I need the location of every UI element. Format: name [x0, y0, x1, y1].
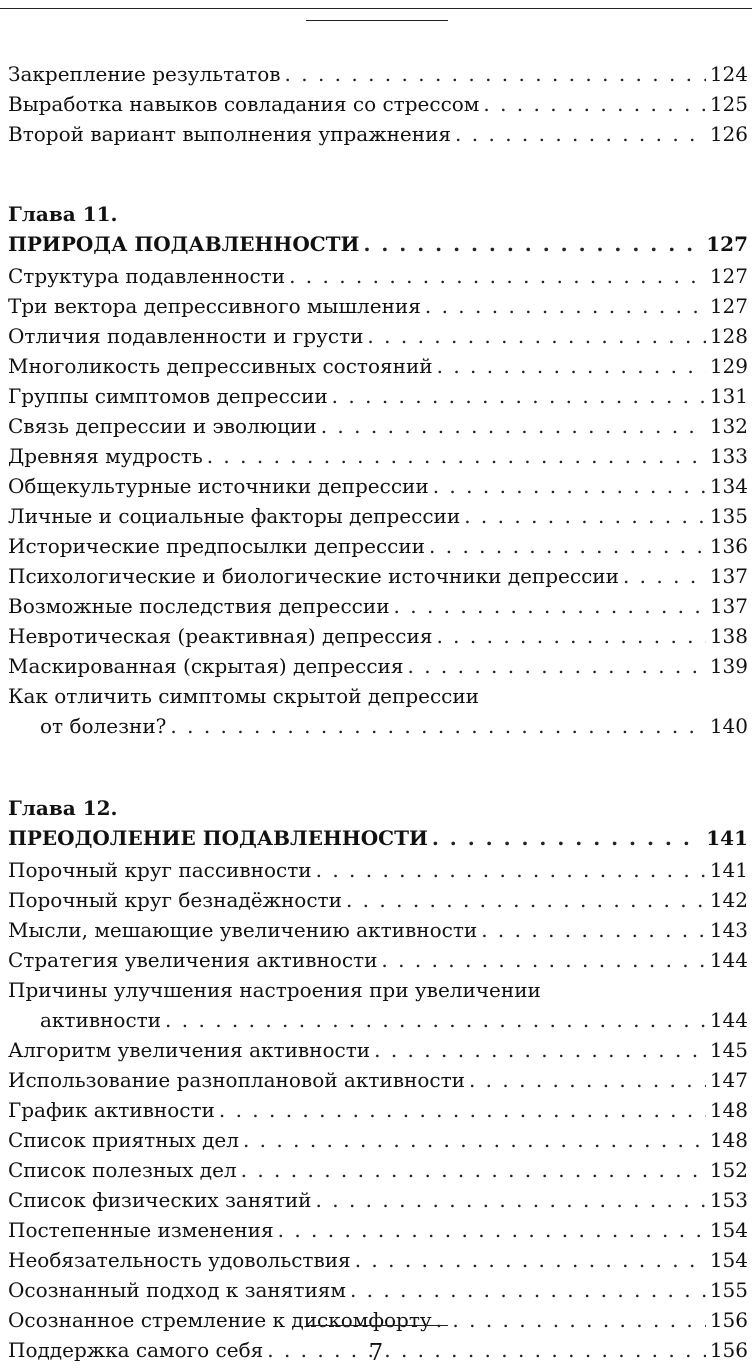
- page-ref: 155: [709, 1278, 748, 1302]
- dot-leader: [367, 321, 705, 351]
- dot-leader: [407, 651, 705, 681]
- page-ref: 140: [709, 714, 748, 738]
- page-ref: 144: [709, 1008, 748, 1032]
- entry-title: Структура подавленности: [8, 264, 286, 288]
- entry-title: Второй вариант выполнения упражнения: [8, 122, 452, 146]
- toc-entry[interactable]: [8, 1125, 748, 1155]
- toc-entry[interactable]: [8, 89, 748, 119]
- dot-leader: [346, 885, 706, 915]
- entry-title: Три вектора депрессивного мышления: [8, 294, 421, 318]
- entry-title: Порочный круг пассивности: [8, 858, 312, 882]
- page-ref: 153: [709, 1188, 748, 1212]
- dot-leader: [433, 471, 706, 501]
- page-ref: 127: [709, 264, 748, 288]
- toc-entry[interactable]: [8, 1305, 748, 1335]
- page-ref: 128: [709, 324, 748, 348]
- entry-title: Осознанный подход к занятиям: [8, 1278, 346, 1302]
- chapter-title: ПРИРОДА ПОДАВЛЕННОСТИ: [8, 232, 360, 256]
- chapter-12-entries-a: [8, 855, 748, 975]
- page-ref: 142: [709, 888, 748, 912]
- dot-leader: [363, 229, 702, 259]
- chapter-12-entries-b: [8, 1035, 748, 1365]
- toc-entry[interactable]: [8, 321, 748, 351]
- dot-leader: [289, 261, 706, 291]
- dot-leader: [394, 591, 706, 621]
- toc-entry[interactable]: [8, 501, 748, 531]
- dot-leader: [332, 381, 706, 411]
- page-ref: 141: [709, 858, 748, 882]
- dot-leader: [481, 915, 706, 945]
- entry-title: Многоликость депрессивных состояний: [8, 354, 433, 378]
- entry-title: Мысли, мешающие увеличению активности: [8, 918, 478, 942]
- dot-leader: [285, 59, 706, 89]
- dot-leader: [437, 351, 706, 381]
- entry-title: Закрепление результатов: [8, 62, 281, 86]
- entry-title: Группы симптомов депрессии: [8, 384, 328, 408]
- chapter-11-entries: [8, 261, 748, 681]
- entry-title: Исторические предпосылки депрессии: [8, 534, 426, 558]
- entry-title: Выработка навыков совладания со стрессом: [8, 92, 480, 116]
- toc-entry[interactable]: [8, 1185, 748, 1215]
- chapter-12-title-row[interactable]: [8, 823, 748, 853]
- dot-leader: [241, 1155, 706, 1185]
- entry-title: Связь депрессии и эволюции: [8, 414, 317, 438]
- toc-entry[interactable]: [8, 411, 748, 441]
- entry-title-line1: Как отличить симптомы скрытой депрессии: [8, 684, 480, 708]
- toc-entry[interactable]: [8, 531, 748, 561]
- dot-leader: [429, 531, 706, 561]
- entry-title: Общекультурные источники депрессии: [8, 474, 429, 498]
- page-ref: 138: [709, 624, 748, 648]
- entry-title: Использование разноплановой активности: [8, 1068, 465, 1092]
- toc-entry-multiline[interactable]: [8, 975, 748, 1035]
- toc-entry[interactable]: [8, 381, 748, 411]
- dot-leader: [469, 1065, 706, 1095]
- dot-leader: [165, 1005, 706, 1035]
- toc-entry[interactable]: [8, 119, 748, 149]
- toc-entry[interactable]: [8, 471, 748, 501]
- entry-title-line2: активности: [40, 1008, 162, 1032]
- dot-leader: [278, 1215, 706, 1245]
- toc-entry[interactable]: [8, 855, 748, 885]
- dot-leader: [425, 291, 706, 321]
- dot-leader: [436, 621, 705, 651]
- dot-leader: [355, 1245, 706, 1275]
- entry-title: Отличия подавленности и грусти: [8, 324, 364, 348]
- dot-leader: [350, 1275, 706, 1305]
- entry-title: Список физических занятий: [8, 1188, 312, 1212]
- dot-leader: [219, 1095, 706, 1125]
- toc-entry[interactable]: [8, 291, 748, 321]
- toc-entry[interactable]: [8, 261, 748, 291]
- chapter-11-label: Глава 11.: [8, 202, 118, 226]
- dot-leader: [316, 855, 706, 885]
- page-ref: 156: [709, 1308, 748, 1332]
- entry-title: Порочный круг безнадёжности: [8, 888, 342, 912]
- page-ref: 131: [709, 384, 748, 408]
- entry-title: Древняя мудрость: [8, 444, 203, 468]
- toc-entry[interactable]: [8, 561, 748, 591]
- page-ref: 133: [709, 444, 748, 468]
- toc-entry[interactable]: [8, 1035, 748, 1065]
- dot-leader: [321, 411, 706, 441]
- page-ref: 132: [709, 414, 748, 438]
- entry-title-line2: от болезни?: [40, 714, 167, 738]
- toc-entry[interactable]: [8, 441, 748, 471]
- top-rule: [0, 8, 752, 9]
- toc-entry[interactable]: [8, 885, 748, 915]
- dot-leader: [374, 1035, 706, 1065]
- page-ref: 148: [709, 1128, 748, 1152]
- dot-leader: [316, 1185, 706, 1215]
- chapter-title: ПРЕОДОЛЕНИЕ ПОДАВЛЕННОСТИ: [8, 826, 428, 850]
- page-ref: 156: [709, 1338, 748, 1362]
- entry-title-line1: Причины улучшения настроения при увеличении: [8, 978, 541, 1002]
- entry-title: Маскированная (скрытая) депрессия: [8, 654, 404, 678]
- page-ref: 129: [709, 354, 748, 378]
- toc-entry[interactable]: [8, 591, 748, 621]
- page-ref: 125: [709, 92, 748, 116]
- dot-leader: [483, 89, 705, 119]
- page-ref: 154: [709, 1218, 748, 1242]
- dot-leader: [432, 823, 702, 853]
- dot-leader: [170, 711, 705, 741]
- dot-leader: [464, 501, 706, 531]
- entry-title: Необязательность удовольствия: [8, 1248, 351, 1272]
- page-ref: 127: [706, 232, 748, 256]
- toc-entry[interactable]: [8, 1155, 748, 1185]
- toc-entry[interactable]: [8, 1245, 748, 1275]
- page-ref: 135: [709, 504, 748, 528]
- page-ref: 137: [709, 564, 748, 588]
- footer-short-rule: [306, 1325, 448, 1326]
- dot-leader: [243, 1125, 706, 1155]
- page-ref: 145: [709, 1038, 748, 1062]
- entry-title: График активности: [8, 1098, 215, 1122]
- toc-entry[interactable]: [8, 651, 748, 681]
- page-ref: 124: [709, 62, 748, 86]
- chapter-11-title-row[interactable]: [8, 229, 748, 259]
- page-ref: 127: [709, 294, 748, 318]
- page-number: 7: [368, 1340, 384, 1366]
- dot-leader: [455, 119, 706, 149]
- page-ref: 141: [706, 826, 748, 850]
- dot-leader: [623, 561, 706, 591]
- entry-title: Список приятных дел: [8, 1128, 239, 1152]
- toc-entry[interactable]: [8, 1065, 748, 1095]
- entry-title: Психологические и биологические источники депрессии: [8, 564, 619, 588]
- entry-title: Осознанное стремление к дискомфорту: [8, 1308, 432, 1332]
- page-ref: 143: [709, 918, 748, 942]
- page-ref: 136: [709, 534, 748, 558]
- page-ref: 126: [709, 122, 748, 146]
- page-ref: 134: [709, 474, 748, 498]
- entry-title: Список полезных дел: [8, 1158, 237, 1182]
- toc-entry[interactable]: [8, 945, 748, 975]
- toc-entry[interactable]: [8, 1215, 748, 1245]
- page-ref: 154: [709, 1248, 748, 1272]
- entry-title: Стратегия увеличения активности: [8, 948, 378, 972]
- page-ref: 152: [709, 1158, 748, 1182]
- entry-title: Личные и социальные факторы депрессии: [8, 504, 461, 528]
- toc-entry[interactable]: [8, 1275, 748, 1305]
- toc-entry[interactable]: [8, 59, 748, 89]
- entry-title: Алгоритм увеличения активности: [8, 1038, 371, 1062]
- toc-entry[interactable]: [8, 621, 748, 651]
- toc-entry-multiline[interactable]: [8, 681, 748, 741]
- dot-leader: [436, 1305, 706, 1335]
- entry-title: Постепенные изменения: [8, 1218, 274, 1242]
- entry-title: Возможные последствия депрессии: [8, 594, 390, 618]
- dot-leader: [381, 945, 705, 975]
- entry-title: Поддержка самого себя: [8, 1338, 264, 1362]
- page-ref: 139: [709, 654, 748, 678]
- page-ref: 137: [709, 594, 748, 618]
- toc-entry[interactable]: [8, 915, 748, 945]
- page-ref: 144: [709, 948, 748, 972]
- toc-entry[interactable]: [8, 1095, 748, 1125]
- top-entries: [8, 59, 748, 149]
- page-ref: 147: [709, 1068, 748, 1092]
- chapter-12-label: Глава 12.: [8, 796, 118, 820]
- table-of-contents: [8, 59, 748, 1365]
- dot-leader: [207, 441, 706, 471]
- entry-title: Невротическая (реактивная) депрессия: [8, 624, 433, 648]
- toc-entry[interactable]: [8, 351, 748, 381]
- header-short-rule: [306, 20, 448, 21]
- page-ref: 148: [709, 1098, 748, 1122]
